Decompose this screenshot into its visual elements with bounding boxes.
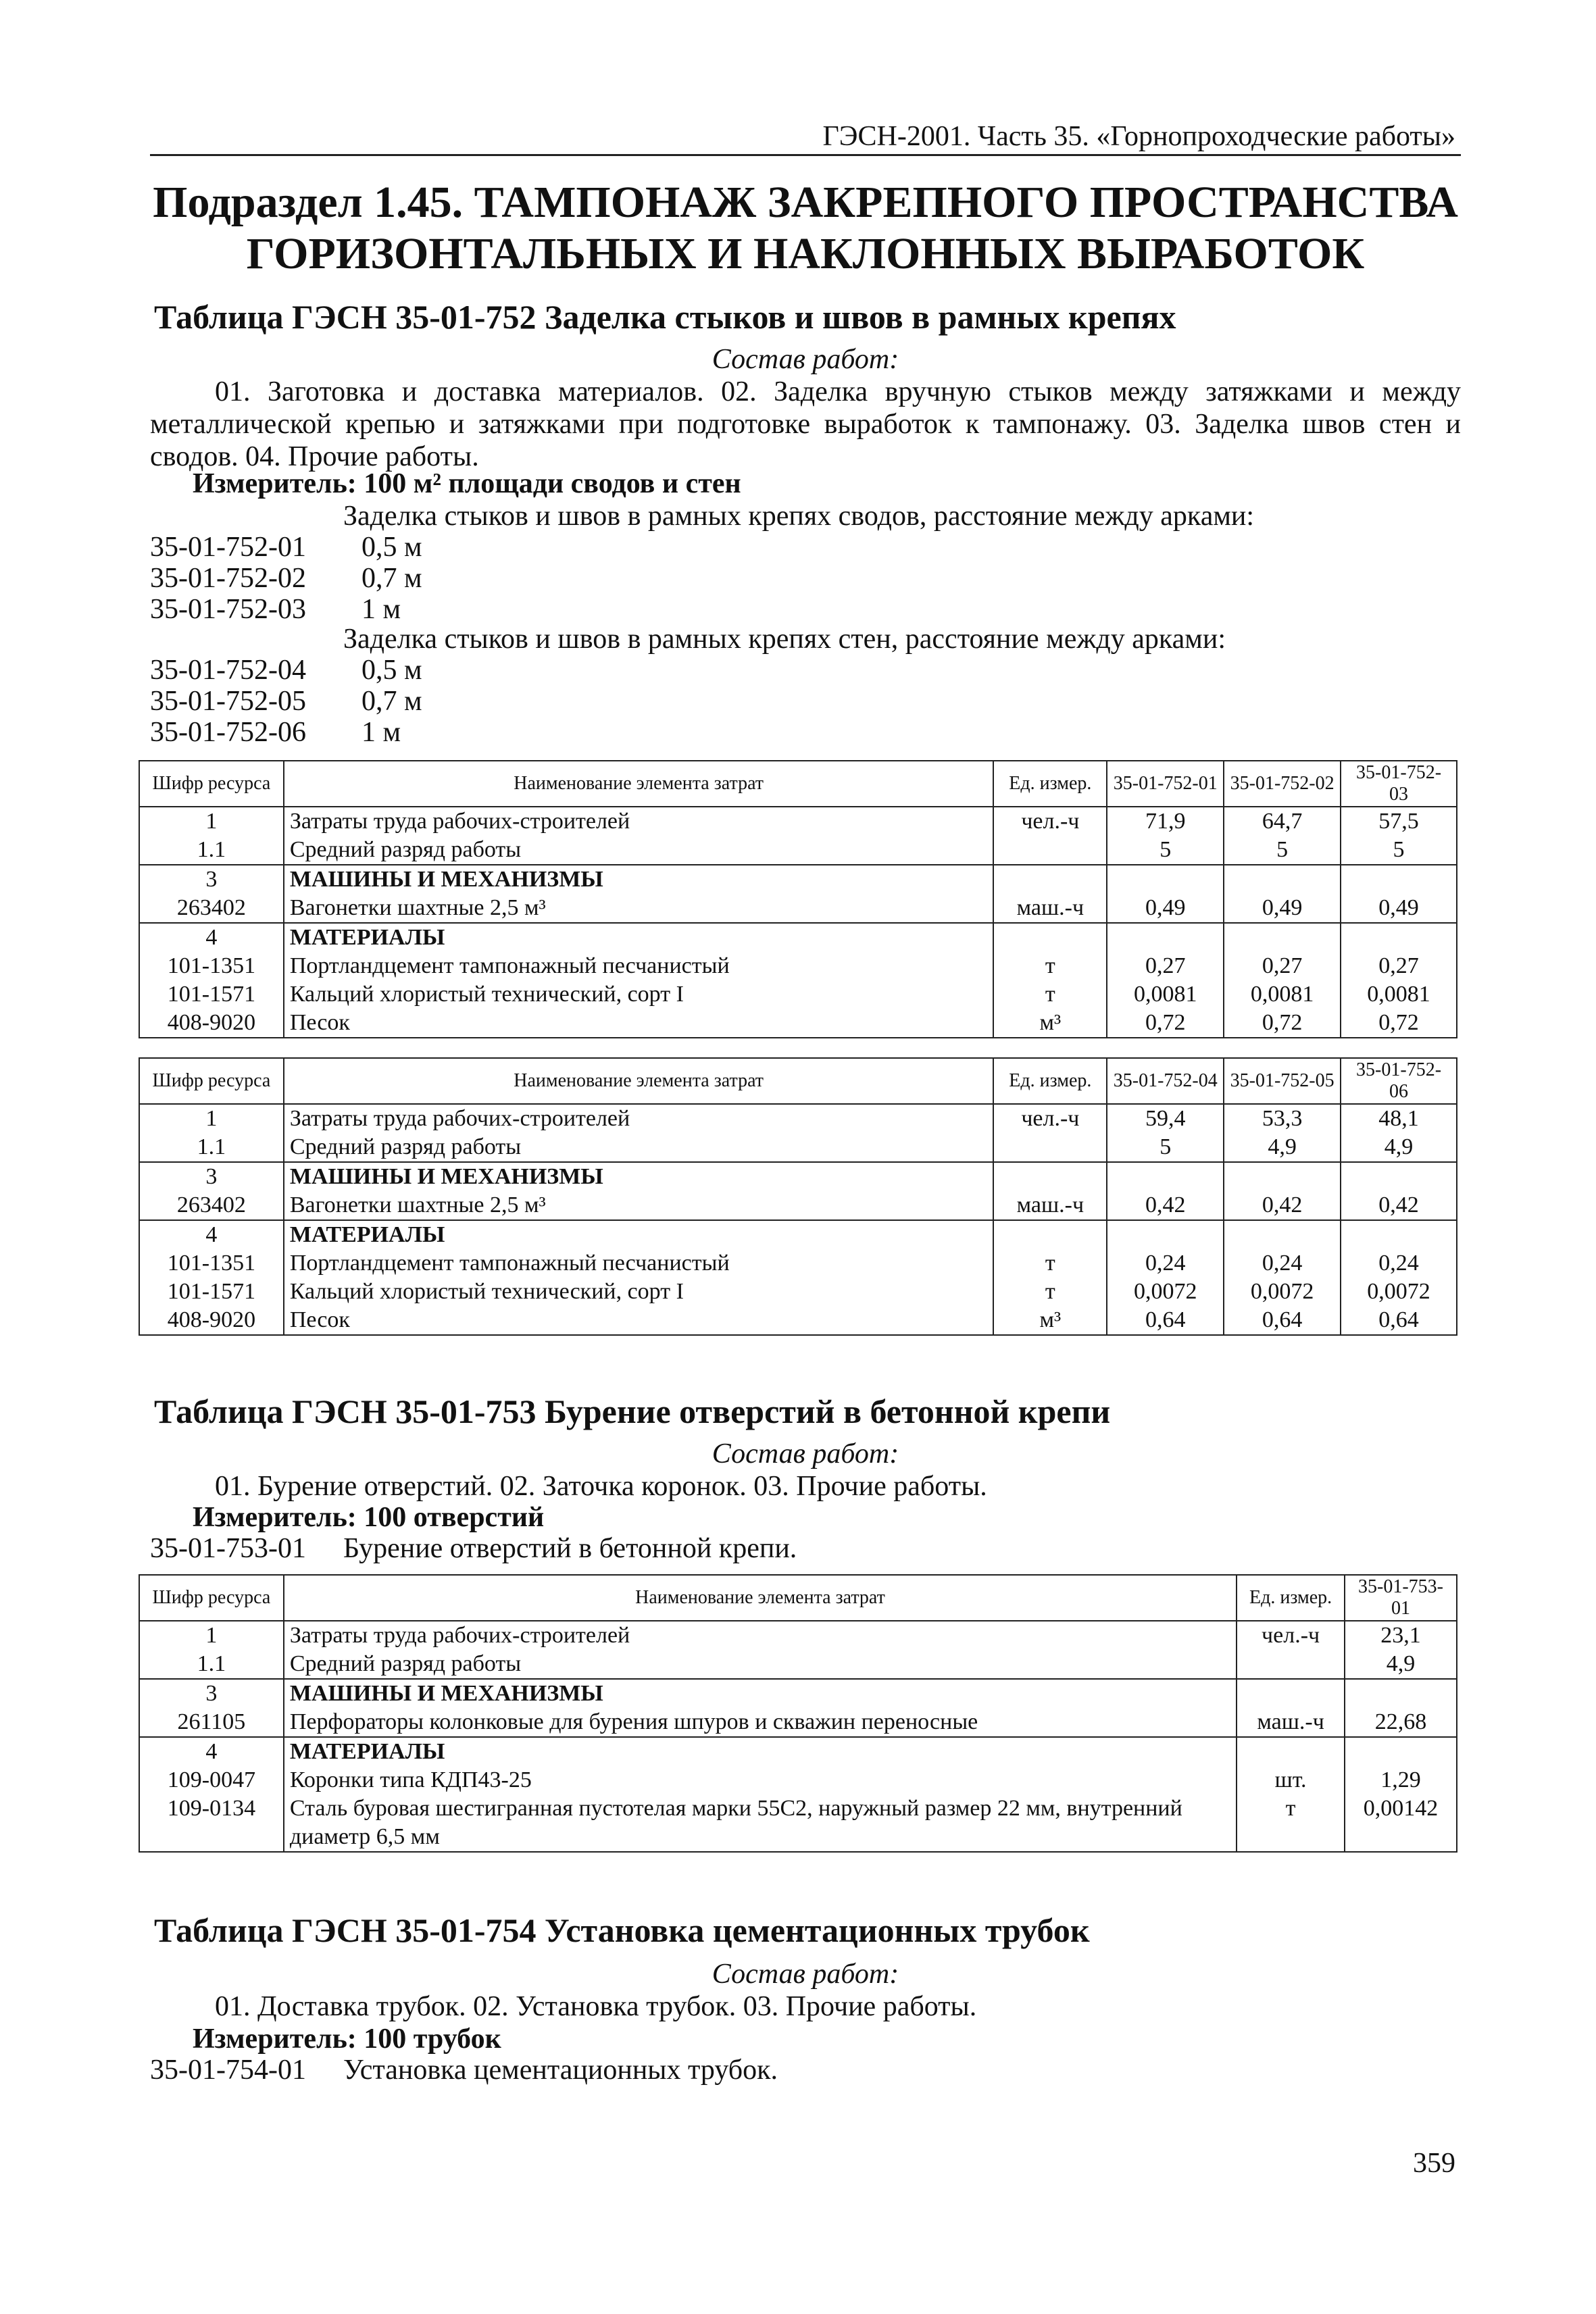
column-header: 35-01-752-02 (1224, 761, 1341, 807)
table-754-work-label: Состав работ: (712, 1959, 899, 1990)
value-cell (1224, 865, 1341, 894)
page-number: 359 (1413, 2148, 1455, 2179)
column-header: 35-01-753-01 (1345, 1575, 1457, 1621)
value-cell: 48,1 (1341, 1104, 1457, 1133)
value-cell: 64,7 (1224, 807, 1341, 836)
code-752-01: 35-01-752-01 (150, 532, 306, 563)
table-row (139, 865, 1457, 894)
value-cell: 5 (1107, 836, 1224, 865)
value-cell: 0,0081 (1224, 980, 1341, 1009)
cipher-cell: 109-0134 (139, 1794, 284, 1852)
value-cell: 0,0072 (1107, 1278, 1224, 1306)
unit-cell (993, 923, 1107, 952)
value-cell: 4,9 (1341, 1133, 1457, 1162)
value-cell: 0,0081 (1107, 980, 1224, 1009)
value-cell: 59,4 (1107, 1104, 1224, 1133)
value-cell: 0,42 (1224, 1191, 1341, 1220)
cipher-cell: 1 (139, 807, 284, 836)
table-row (139, 1766, 1457, 1794)
table-row (139, 836, 1457, 865)
value-cell: 5 (1341, 836, 1457, 865)
code-752-06: 35-01-752-06 (150, 717, 306, 748)
table-753-title: Таблица ГЭСН 35-01-753 Бурение отверстий в бетонной крепи (154, 1392, 1111, 1430)
name-cell: Коронки типа КДП43-25 (284, 1766, 1237, 1794)
name-cell: Средний разряд работы (284, 1650, 1237, 1679)
unit-cell: м³ (993, 1306, 1107, 1335)
value-cell (1345, 1737, 1457, 1766)
unit-cell (993, 1220, 1107, 1249)
cipher-cell: 1.1 (139, 1650, 284, 1679)
unit-cell: м³ (993, 1009, 1107, 1038)
value-cell (1107, 923, 1224, 952)
cipher-cell: 101-1571 (139, 1278, 284, 1306)
table-752-group-2: Заделка стыков и швов в рамных крепях стен, расстояние между арками: (343, 624, 1226, 655)
header-rule (150, 154, 1461, 156)
code-752-05: 35-01-752-05 (150, 686, 306, 717)
table-row (139, 923, 1457, 952)
value-cell: 0,72 (1341, 1009, 1457, 1038)
code-752-02: 35-01-752-02 (150, 563, 306, 594)
unit-cell (993, 836, 1107, 865)
name-cell: Песок (284, 1009, 994, 1038)
cipher-cell: 263402 (139, 1191, 284, 1220)
table-row (139, 1133, 1457, 1162)
value-752-02: 0,7 м (361, 563, 422, 594)
cipher-cell: 4 (139, 1220, 284, 1249)
value-cell: 1,29 (1345, 1766, 1457, 1794)
cipher-header: Шифр ресурса (139, 1575, 284, 1621)
value-cell (1341, 865, 1457, 894)
value-cell: 0,27 (1107, 952, 1224, 980)
table-752-work-text: 01. Заготовка и доставка материалов. 02. Заделка вручную стыков между затяжками и между металлической крепью и затяжками при подготовке выработок к тампонажу. 03. Заделка швов стен и сводов. 04. Прочие работы. (150, 376, 1461, 472)
name-header: Наименование элемента затрат (284, 1058, 994, 1104)
name-cell: Вагонетки шахтные 2,5 м³ (284, 1191, 994, 1220)
section-title-line-1: Подраздел 1.45. ТАМПОНАЖ ЗАКРЕПНОГО ПРОСТРАНСТВА (153, 178, 1458, 227)
value-cell: 0,42 (1107, 1191, 1224, 1220)
unit-cell: чел.-ч (993, 807, 1107, 836)
table-752-group-1: Заделка стыков и швов в рамных крепях сводов, расстояние между арками: (343, 501, 1255, 532)
value-cell: 0,0072 (1341, 1278, 1457, 1306)
name-cell: Средний разряд работы (284, 836, 994, 865)
unit-cell (993, 1162, 1107, 1191)
value-cell: 0,27 (1224, 952, 1341, 980)
value-cell (1107, 1220, 1224, 1249)
unit-cell: т (993, 980, 1107, 1009)
cipher-cell: 1 (139, 1104, 284, 1133)
table-row (139, 1162, 1457, 1191)
table-754-title: Таблица ГЭСН 35-01-754 Установка цементационных трубок (154, 1911, 1090, 1949)
value-cell: 0,64 (1341, 1306, 1457, 1335)
value-cell: 0,27 (1341, 952, 1457, 980)
code-752-03: 35-01-752-03 (150, 594, 306, 625)
table-752-work-label: Состав работ: (712, 344, 899, 375)
cipher-cell: 1 (139, 1621, 284, 1650)
cipher-cell: 4 (139, 923, 284, 952)
cipher-cell: 3 (139, 1162, 284, 1191)
code-753-01: 35-01-753-01 (150, 1533, 306, 1564)
unit-header: Ед. измер. (993, 1058, 1107, 1104)
cipher-cell: 261105 (139, 1708, 284, 1737)
value-cell: 0,49 (1224, 894, 1341, 923)
cipher-cell: 101-1351 (139, 952, 284, 980)
name-cell: Затраты труда рабочих-строителей (284, 1104, 994, 1133)
table-row (139, 1650, 1457, 1679)
value-cell (1224, 923, 1341, 952)
table-row (139, 1220, 1457, 1249)
column-header: 35-01-752-04 (1107, 1058, 1224, 1104)
value-cell (1341, 1162, 1457, 1191)
value-cell: 0,72 (1107, 1009, 1224, 1038)
table-row (139, 952, 1457, 980)
name-header: Наименование элемента затрат (284, 1575, 1237, 1621)
value-752-05: 0,7 м (361, 686, 422, 717)
cipher-cell: 408-9020 (139, 1009, 284, 1038)
value-cell: 0,00142 (1345, 1794, 1457, 1852)
value-cell: 0,42 (1341, 1191, 1457, 1220)
code-752-04: 35-01-752-04 (150, 655, 306, 686)
unit-cell: т (993, 952, 1107, 980)
name-cell: Портландцемент тампонажный песчанистый (284, 952, 994, 980)
table-row (139, 1679, 1457, 1708)
value-752-03: 1 м (361, 594, 401, 625)
table-754-meter: Измеритель: 100 трубок (193, 2023, 501, 2055)
running-header: ГЭСН-2001. Часть 35. «Горнопроходческие работы» (822, 121, 1455, 152)
resource-table-3 (139, 1574, 1457, 1853)
value-cell: 53,3 (1224, 1104, 1341, 1133)
value-cell: 4,9 (1345, 1650, 1457, 1679)
table-row (139, 1737, 1457, 1766)
resource-table-1 (139, 760, 1457, 1038)
value-cell: 0,24 (1341, 1249, 1457, 1278)
unit-cell: т (993, 1278, 1107, 1306)
value-cell (1341, 923, 1457, 952)
table-row (139, 1708, 1457, 1737)
name-cell: Вагонетки шахтные 2,5 м³ (284, 894, 994, 923)
value-cell: 0,72 (1224, 1009, 1341, 1038)
name-cell: МАТЕРИАЛЫ (284, 1737, 1237, 1766)
name-cell: Кальций хлористый технический, сорт I (284, 1278, 994, 1306)
name-header: Наименование элемента затрат (284, 761, 994, 807)
unit-cell: шт. (1237, 1766, 1345, 1794)
column-header: 35-01-752-06 (1341, 1058, 1457, 1104)
cipher-cell: 3 (139, 865, 284, 894)
section-title-line-2: ГОРИЗОНТАЛЬНЫХ И НАКЛОННЫХ ВЫРАБОТОК (246, 229, 1365, 278)
table-row (139, 1621, 1457, 1650)
cipher-cell: 1.1 (139, 1133, 284, 1162)
cipher-cell: 101-1351 (139, 1249, 284, 1278)
value-cell: 0,24 (1107, 1249, 1224, 1278)
table-754-work-text: 01. Доставка трубок. 02. Установка трубок. 03. Прочие работы. (215, 1991, 977, 2022)
column-header: 35-01-752-01 (1107, 761, 1224, 807)
unit-cell: т (993, 1249, 1107, 1278)
name-cell: МАШИНЫ И МЕХАНИЗМЫ (284, 865, 994, 894)
table-752-title: Таблица ГЭСН 35-01-752 Заделка стыков и швов в рамных крепях (154, 298, 1176, 336)
unit-cell (993, 1133, 1107, 1162)
value-cell: 22,68 (1345, 1708, 1457, 1737)
unit-header: Ед. измер. (1237, 1575, 1345, 1621)
name-cell: Средний разряд работы (284, 1133, 994, 1162)
value-cell: 23,1 (1345, 1621, 1457, 1650)
table-row (139, 1191, 1457, 1220)
name-cell: Портландцемент тампонажный песчанистый (284, 1249, 994, 1278)
table-753-meter: Измеритель: 100 отверстий (193, 1502, 545, 1533)
name-cell: МАШИНЫ И МЕХАНИЗМЫ (284, 1679, 1237, 1708)
column-header: 35-01-752-05 (1224, 1058, 1341, 1104)
unit-cell (993, 865, 1107, 894)
code-754-01-description: Установка цементационных трубок. (343, 2055, 778, 2086)
table-row (139, 894, 1457, 923)
unit-cell (1237, 1737, 1345, 1766)
table-row (139, 980, 1457, 1009)
table-row (139, 1249, 1457, 1278)
name-cell: Сталь буровая шестигранная пустотелая марки 55С2, наружный размер 22 мм, внутренний диаметр 6,5 мм (284, 1794, 1237, 1852)
cipher-cell: 1.1 (139, 836, 284, 865)
table-753-work-text: 01. Бурение отверстий. 02. Заточка коронок. 03. Прочие работы. (215, 1471, 987, 1502)
value-cell (1224, 1220, 1341, 1249)
value-cell: 4,9 (1224, 1133, 1341, 1162)
value-cell: 71,9 (1107, 807, 1224, 836)
value-cell (1224, 1162, 1341, 1191)
name-cell: Затраты труда рабочих-строителей (284, 1621, 1237, 1650)
value-752-01: 0,5 м (361, 532, 422, 563)
unit-cell: чел.-ч (1237, 1621, 1345, 1650)
resource-table-2 (139, 1057, 1457, 1336)
value-cell: 0,0072 (1224, 1278, 1341, 1306)
value-cell: 0,0081 (1341, 980, 1457, 1009)
value-752-04: 0,5 м (361, 655, 422, 686)
name-cell: Перфораторы колонковые для бурения шпуров и скважин переносные (284, 1708, 1237, 1737)
value-cell: 0,24 (1224, 1249, 1341, 1278)
value-cell: 0,49 (1341, 894, 1457, 923)
value-cell: 0,64 (1224, 1306, 1341, 1335)
unit-header: Ед. измер. (993, 761, 1107, 807)
table-row (139, 1278, 1457, 1306)
value-cell: 5 (1224, 836, 1341, 865)
cipher-header: Шифр ресурса (139, 1058, 284, 1104)
cipher-cell: 4 (139, 1737, 284, 1766)
name-cell: МАТЕРИАЛЫ (284, 923, 994, 952)
value-cell (1107, 1162, 1224, 1191)
value-cell (1345, 1679, 1457, 1708)
name-cell: МАТЕРИАЛЫ (284, 1220, 994, 1249)
value-cell: 0,64 (1107, 1306, 1224, 1335)
unit-cell (1237, 1650, 1345, 1679)
table-row (139, 1104, 1457, 1133)
cipher-header: Шифр ресурса (139, 761, 284, 807)
table-753-work-label: Состав работ: (712, 1438, 899, 1469)
unit-cell: чел.-ч (993, 1104, 1107, 1133)
unit-cell: маш.-ч (993, 1191, 1107, 1220)
cipher-cell: 101-1571 (139, 980, 284, 1009)
unit-cell: маш.-ч (1237, 1708, 1345, 1737)
value-cell (1341, 1220, 1457, 1249)
code-753-01-description: Бурение отверстий в бетонной крепи. (343, 1533, 797, 1564)
unit-cell: т (1237, 1794, 1345, 1852)
name-cell: Кальций хлористый технический, сорт I (284, 980, 994, 1009)
cipher-cell: 3 (139, 1679, 284, 1708)
cipher-cell: 109-0047 (139, 1766, 284, 1794)
unit-cell (1237, 1679, 1345, 1708)
unit-cell: маш.-ч (993, 894, 1107, 923)
cipher-cell: 263402 (139, 894, 284, 923)
cipher-cell: 408-9020 (139, 1306, 284, 1335)
table-752-meter: Измеритель: 100 м² площади сводов и стен (193, 468, 741, 499)
column-header: 35-01-752-03 (1341, 761, 1457, 807)
value-752-06: 1 м (361, 717, 401, 748)
code-754-01: 35-01-754-01 (150, 2055, 306, 2086)
name-cell: Песок (284, 1306, 994, 1335)
table-row (139, 1794, 1457, 1852)
table-row (139, 807, 1457, 836)
value-cell (1107, 865, 1224, 894)
value-cell: 5 (1107, 1133, 1224, 1162)
name-cell: МАШИНЫ И МЕХАНИЗМЫ (284, 1162, 994, 1191)
value-cell: 57,5 (1341, 807, 1457, 836)
name-cell: Затраты труда рабочих-строителей (284, 807, 994, 836)
table-row (139, 1009, 1457, 1038)
value-cell: 0,49 (1107, 894, 1224, 923)
table-row (139, 1306, 1457, 1335)
